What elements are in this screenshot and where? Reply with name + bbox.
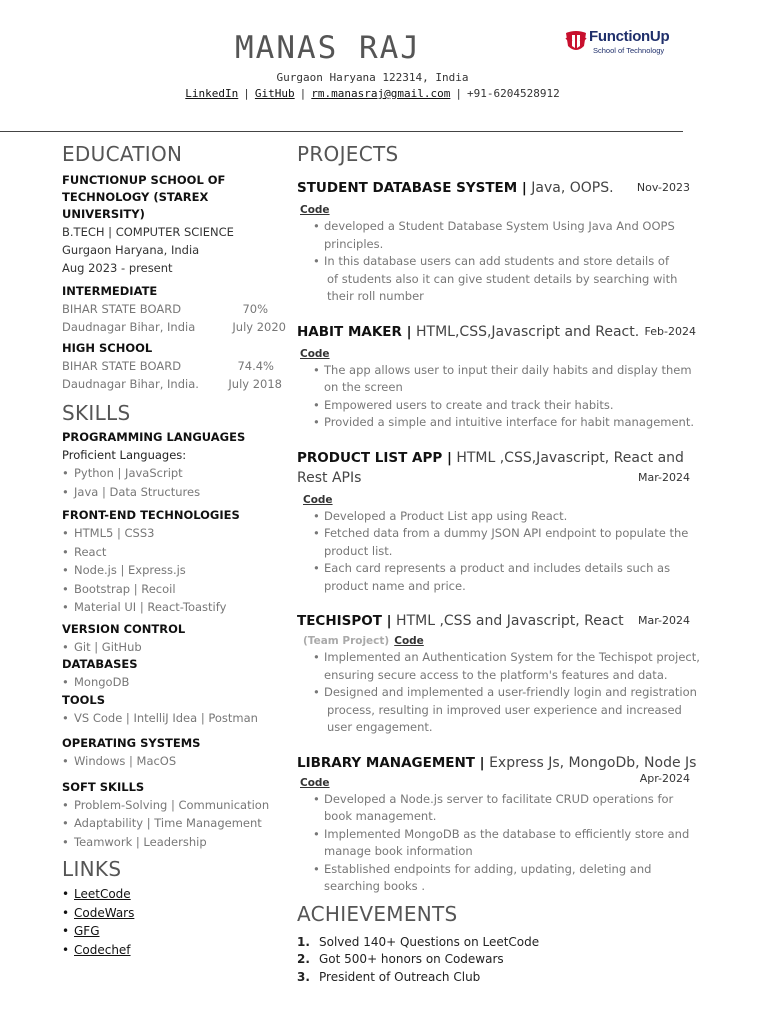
list-item: • Java | Data Structures: [74, 483, 290, 502]
logo-subtitle: School of Technology: [593, 46, 665, 55]
header-divider: [0, 131, 683, 132]
project-title-row: [297, 178, 707, 198]
list-item: • MongoDB: [74, 673, 290, 692]
list-item: • Python | JavaScript: [74, 464, 290, 483]
list-item: • VS Code | IntelliJ Idea | Postman: [74, 709, 290, 728]
project-tech: HTML ,CSS,Javascript, React and: [456, 449, 684, 466]
left-column: [62, 142, 290, 959]
projects-heading: PROJECTS: [297, 142, 399, 166]
high-school-heading: HIGH SCHOOL: [62, 341, 153, 355]
project-bullets: [297, 362, 707, 432]
project-date: Mar-2024: [637, 470, 690, 484]
degree: B.TECH | COMPUTER SCIENCE: [62, 225, 234, 239]
project-tech: HTML,CSS,Javascript and React.: [416, 323, 640, 340]
os-heading: OPERATING SYSTEMS: [62, 736, 201, 750]
right-column: [297, 142, 707, 986]
university-location: Gurgaon Haryana, India: [62, 243, 200, 257]
list-item: • Empowered users to create and track their habits.: [324, 397, 707, 415]
project-tech: Express Js, MongoDb, Node Js: [489, 754, 697, 771]
phone-number: +91-6204528912: [466, 87, 560, 100]
project-bullets: [297, 649, 707, 737]
high-school-place-row: Daudnagar Bihar, India. July 2018: [62, 377, 282, 391]
list-item: • Established endpoints for adding, updating, deleting and searching books .: [324, 861, 707, 896]
list-item: • Developed a Product List app using React.: [324, 508, 707, 526]
project-bullets: [297, 791, 707, 896]
project-tech: Java, OOPS.: [531, 180, 614, 196]
list-item: • Git | GitHub: [74, 638, 290, 657]
soft-skills-heading: SOFT SKILLS: [62, 779, 145, 794]
project-title-row: [297, 611, 707, 631]
email-link[interactable]: rm.manasraj@gmail.com: [311, 87, 451, 100]
intermediate-place-row: Daudnagar Bihar, India July 2020: [62, 320, 286, 334]
version-control-heading: VERSION CONTROL: [62, 621, 186, 636]
university-period: Aug 2023 - present: [62, 261, 173, 275]
codewars-link[interactable]: • CodeWars: [74, 904, 290, 923]
project-bullets: [297, 508, 707, 596]
list-item: • Developed a Node.js server to facilitate CRUD operations for book management.: [324, 791, 707, 826]
list-item: • In this database users can add students and store details of of students also it can give student details by searching with their roll number: [324, 253, 707, 306]
project-title-row-2: [297, 468, 707, 488]
shield-logo-icon: [563, 29, 589, 55]
project-name: PRODUCT LIST APP |: [297, 449, 452, 466]
databases-list: [62, 673, 290, 692]
list-item: • Fetched data from a dummy JSON API endpoint to populate the product list.: [324, 525, 707, 560]
intermediate-board-row: BIHAR STATE BOARD 70%: [62, 302, 268, 316]
programming-list: [62, 464, 290, 501]
list-item: • Implemented an Authentication System for the Techispot project, ensuring secure access to the platform's features and data.: [324, 649, 707, 684]
list-item: • Bootstrap | Recoil: [74, 580, 290, 599]
project-name: LIBRARY MANAGEMENT |: [297, 754, 485, 771]
separator: |: [455, 87, 462, 100]
codechef-link[interactable]: • Codechef: [74, 941, 290, 960]
tools-list: [62, 709, 290, 728]
tools-heading: TOOLS: [62, 692, 106, 707]
separator: |: [299, 87, 307, 100]
list-item: 2. Got 500+ honors on Codewars: [297, 952, 504, 966]
logo-brand-text: FunctionUp: [589, 28, 670, 45]
project-name: STUDENT DATABASE SYSTEM |: [297, 180, 527, 196]
intermediate-heading: INTERMEDIATE: [62, 284, 158, 298]
project-name: TECHISPOT |: [297, 613, 392, 629]
separator: |: [243, 87, 250, 100]
list-item: • The app allows user to input their daily habits and display them on the screen: [324, 362, 707, 397]
leetcode-link[interactable]: • LeetCode: [74, 885, 290, 904]
team-project-label: (Team Project): [303, 635, 390, 647]
skills-heading: SKILLS: [62, 401, 131, 425]
project-tech-cont: Rest APIs: [297, 469, 362, 486]
project-code-link[interactable]: Code: [300, 347, 330, 360]
list-item: • Designed and implemented a user-friendly login and registration process, resulting in improved user experience and increased user engagement.: [324, 684, 707, 737]
list-item: • Windows | MacOS: [74, 752, 290, 771]
list-item: • React: [74, 543, 290, 562]
project-date: Mar-2024: [637, 614, 690, 627]
frontend-heading: FRONT-END TECHNOLOGIES: [62, 508, 240, 522]
list-item: • developed a Student Database System Using Java And OOPS principles.: [324, 218, 707, 253]
linkedin-link[interactable]: LinkedIn: [185, 87, 239, 100]
project-title-row: [297, 448, 707, 468]
high-school-board-row: BIHAR STATE BOARD 74.4%: [62, 359, 274, 373]
functionup-logo: [563, 27, 693, 59]
list-item: 3. President of Outreach Club: [297, 969, 481, 984]
project-bullets: [297, 218, 707, 306]
university-name-line2: TECHNOLOGY (STAREX UNIVERSITY): [62, 190, 209, 221]
project-title-row: [297, 753, 707, 773]
proficient-label: Proficient Languages:: [62, 448, 187, 462]
soft-skills-list: [62, 796, 290, 852]
gfg-link[interactable]: • GFG: [74, 922, 290, 941]
education-heading: EDUCATION: [62, 142, 183, 166]
list-item: • Each card represents a product and includes details such as product name and price.: [324, 560, 707, 595]
frontend-list: [62, 524, 290, 617]
project-code-link[interactable]: Code: [303, 493, 333, 506]
list-item: • Implemented MongoDB as the database to efficiently store and manage book information: [324, 826, 707, 861]
project-code-link[interactable]: Code: [300, 776, 330, 789]
list-item: • HTML5 | CSS3: [74, 524, 290, 543]
contact-line: [0, 87, 745, 100]
list-item: • Adaptability | Time Management: [74, 814, 290, 833]
project-date: Feb-2024: [644, 324, 696, 338]
os-list: [62, 752, 290, 771]
list-item: • Problem-Solving | Communication: [74, 796, 290, 815]
project-tech: HTML ,CSS and Javascript, React: [396, 613, 624, 629]
list-item: • Provided a simple and intuitive interface for habit management.: [324, 414, 707, 432]
programming-heading: PROGRAMMING LANGUAGES: [62, 430, 246, 444]
achievements-heading: ACHIEVEMENTS: [297, 901, 458, 926]
links-heading: LINKS: [62, 857, 122, 881]
candidate-name: MANAS RAJ: [235, 30, 421, 66]
project-date: Apr-2024: [639, 771, 690, 785]
project-code-link[interactable]: Code: [394, 635, 424, 647]
list-item: • Material UI | React-Toastify: [74, 598, 290, 617]
list-item: • Teamwork | Leadership: [74, 833, 290, 852]
databases-heading: DATABASES: [62, 657, 138, 671]
project-code-link[interactable]: Code: [300, 204, 330, 216]
github-link[interactable]: GitHub: [254, 87, 295, 100]
project-name: HABIT MAKER |: [297, 323, 412, 340]
achievements-list: [297, 934, 707, 987]
project-date: Nov-2023: [636, 181, 690, 194]
links-list: [62, 885, 290, 959]
university-name: FUNCTIONUP SCHOOL OF: [62, 173, 226, 187]
list-item: • Node.js | Express.js: [74, 561, 290, 580]
list-item: 1. Solved 140+ Questions on LeetCode: [297, 934, 540, 949]
project-title-row: [297, 322, 707, 342]
address: Gurgaon Haryana 122314, India: [276, 71, 469, 84]
vcs-list: [62, 638, 290, 657]
